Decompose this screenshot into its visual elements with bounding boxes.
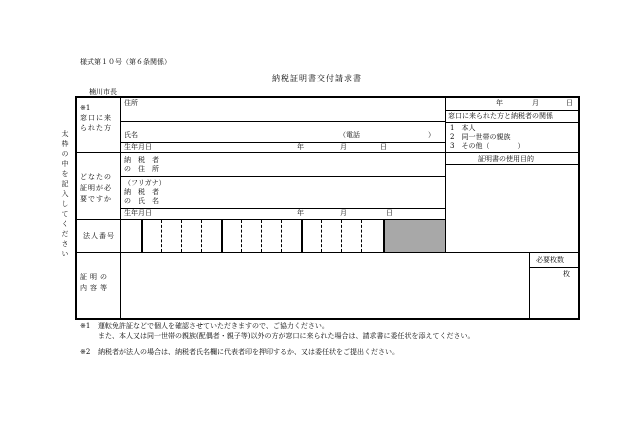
corp-cell-divider xyxy=(181,220,182,252)
taxpayer-name-line xyxy=(121,208,445,209)
applicant-phone-close: ） xyxy=(428,131,435,139)
recipient: 楠川市長 xyxy=(89,88,117,96)
taxpayer-birth-day: 日 xyxy=(386,209,393,217)
frame-right xyxy=(578,96,580,320)
date-line xyxy=(446,110,579,111)
corp-cell-divider xyxy=(161,220,162,252)
date-month: 月 xyxy=(532,99,539,107)
applicant-separator xyxy=(76,152,579,153)
taxpayer-address-label-2: の 住 所 xyxy=(124,165,159,173)
applicant-name-label: 氏名 xyxy=(124,131,138,139)
applicant-address-line xyxy=(121,121,445,122)
relation-option-1[interactable]: 1 本人 xyxy=(450,124,476,132)
date-year: 年 xyxy=(496,99,503,107)
side-note: 太枠の中を記入してください xyxy=(61,130,69,260)
taxpayer-birth-year: 年 xyxy=(297,209,304,217)
taxpayer-name-label-1: 納 税 者 xyxy=(124,188,159,196)
corp-number-shaded-cell xyxy=(385,220,445,252)
frame-top xyxy=(75,96,580,98)
taxpayer-label: どなたの証明が必要ですか xyxy=(80,173,112,203)
note-1-line-1: 運転免許証などで個人を確認させていただきますので、ご協力ください。 xyxy=(98,322,329,330)
note-1-line-2: また、本人又は同一世帯の親族(配偶者・親子等)以外の方が窓口に来られた場合は、請求書に委任状を添えてください。 xyxy=(98,332,475,340)
corp-cell-divider xyxy=(361,220,362,252)
relation-option-2[interactable]: 2 同一世帯の親族 xyxy=(450,133,511,141)
corp-cell-divider xyxy=(321,220,322,252)
applicant-birth-year: 年 xyxy=(297,143,304,151)
right-column-divider xyxy=(445,97,446,252)
applicant-address-label: 住所 xyxy=(124,99,138,107)
page-title: 納税証明書交付請求書 xyxy=(272,74,362,83)
corp-cell-divider xyxy=(261,220,262,252)
taxpayer-address-label-1: 納 税 者 xyxy=(124,156,159,164)
purpose-header-line xyxy=(446,164,579,165)
relation-option-3[interactable]: 3 その他（ ） xyxy=(450,142,525,150)
date-day: 日 xyxy=(566,99,573,107)
certificate-label: 証明の内容等 xyxy=(80,273,110,292)
copies-divider xyxy=(529,253,530,318)
applicant-name-line xyxy=(121,142,445,143)
corp-cell-divider xyxy=(281,220,282,252)
applicant-birth-day: 日 xyxy=(380,143,387,151)
frame-left xyxy=(75,96,77,320)
corp-cell-divider-solid xyxy=(301,220,303,252)
note-1-mark: ※1 xyxy=(80,322,91,330)
taxpayer-address-line xyxy=(121,176,445,177)
relation-header: 窓口に来られた方と納税者の関係 xyxy=(448,112,553,120)
relation-header-line xyxy=(446,122,579,123)
corp-cell-divider xyxy=(241,220,242,252)
corp-cell-divider-solid xyxy=(221,220,223,252)
applicant-birth-label: 生年月日 xyxy=(124,143,152,151)
applicant-birth-month: 月 xyxy=(340,143,347,151)
corp-cell-divider xyxy=(201,220,202,252)
form-number: 様式第１０号（第６条関係） xyxy=(80,58,171,66)
applicant-phone-label: （電話 xyxy=(339,131,360,139)
corp-cell-divider xyxy=(341,220,342,252)
corp-number-label: 法人番号 xyxy=(83,232,115,240)
taxpayer-birth-label: 生年月日 xyxy=(124,209,152,217)
corp-cell-divider-solid xyxy=(141,220,143,252)
copies-unit: 枚 xyxy=(563,270,570,278)
taxpayer-birth-month: 月 xyxy=(340,209,347,217)
applicant-label: 窓口に来られた方 xyxy=(80,114,112,132)
certificate-separator xyxy=(76,252,579,253)
note-2-mark: ※2 xyxy=(80,348,91,356)
applicant-mark: ※1 xyxy=(80,104,91,112)
copies-header: 必要枚数 xyxy=(536,256,564,264)
taxpayer-name-label-2: の 氏 名 xyxy=(124,197,159,205)
copies-header-line xyxy=(530,267,579,268)
taxpayer-furigana: （フリガナ） xyxy=(124,179,166,187)
frame-bottom xyxy=(75,318,580,320)
purpose-header: 証明書の使用目的 xyxy=(478,155,534,163)
note-2-line-1: 納税者が法人の場合は、納税者氏名欄に代表者印を押印するか、又は委任状をご提出ください。 xyxy=(98,348,399,356)
